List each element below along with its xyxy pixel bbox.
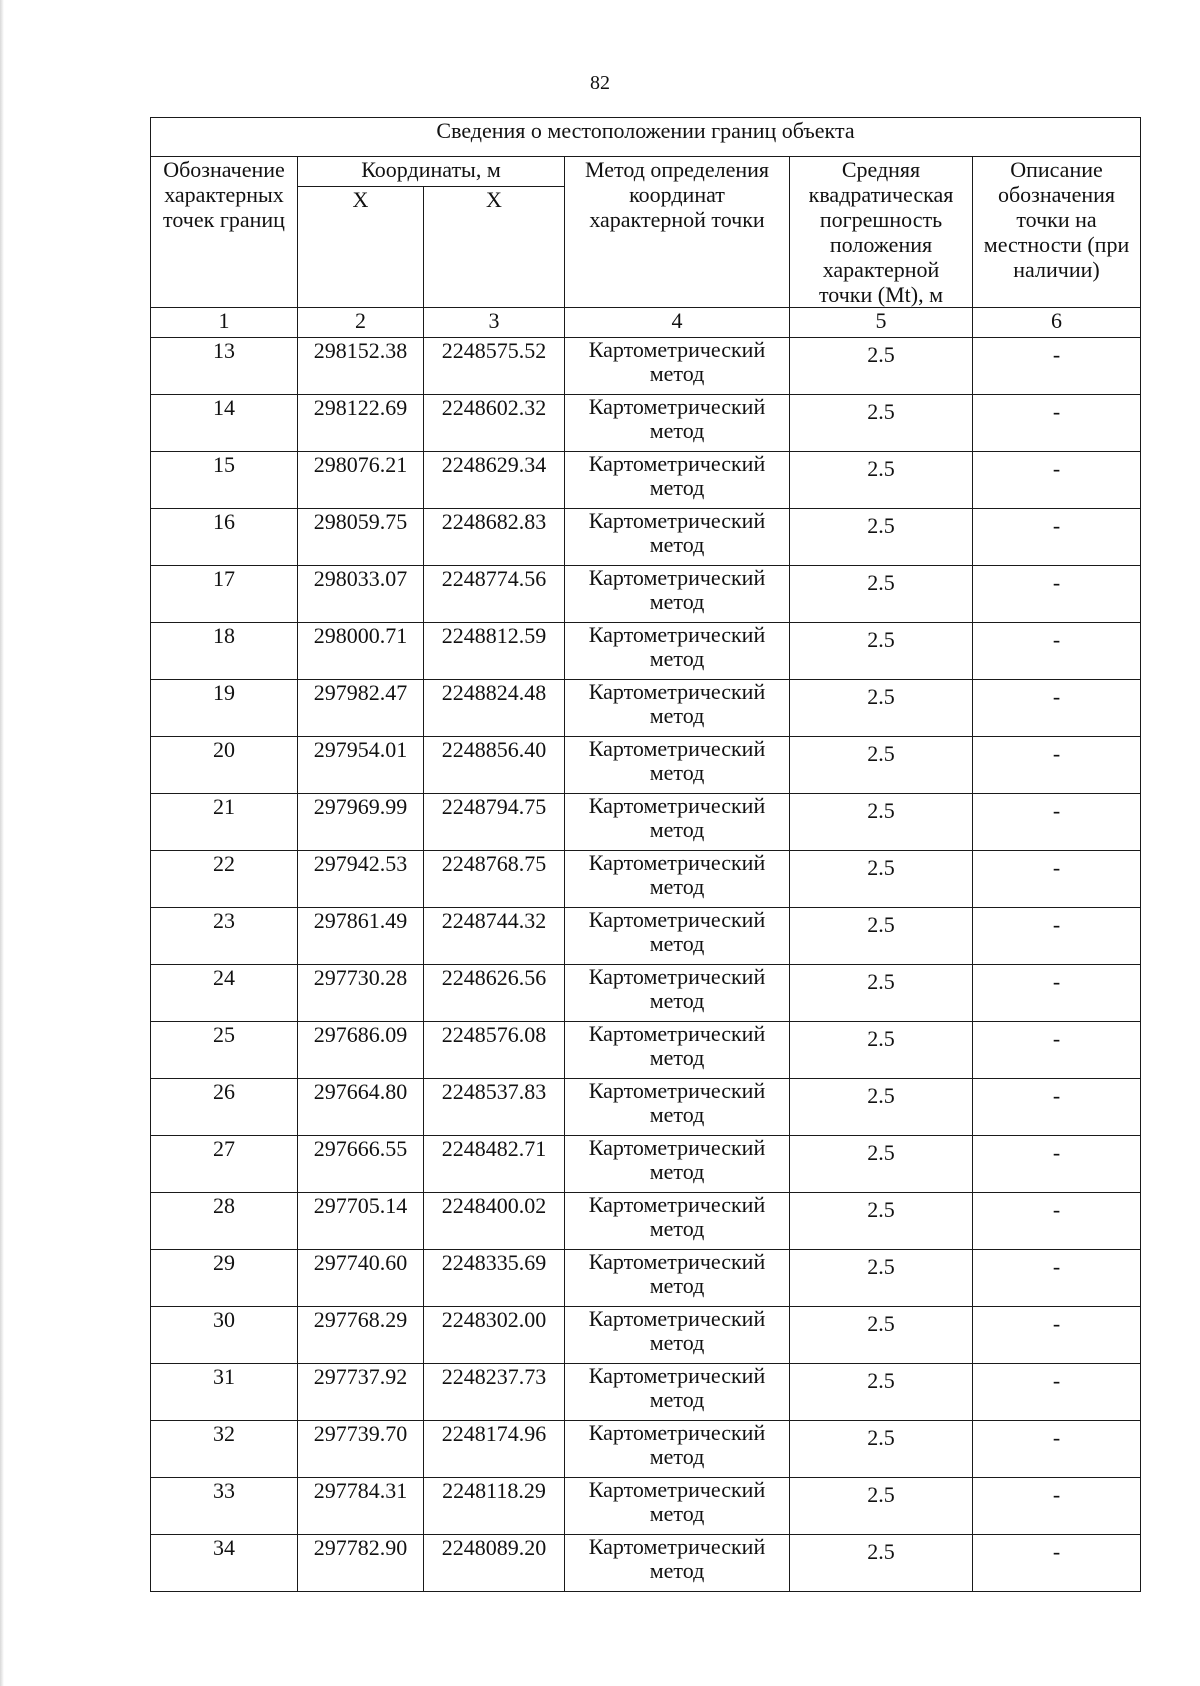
x-coordinate-cell: 297942.53 — [298, 851, 424, 908]
x-coordinate-cell: 298076.21 — [298, 452, 424, 509]
description-cell: - — [973, 1193, 1141, 1250]
y-coordinate-cell: 2248537.83 — [424, 1079, 565, 1136]
point-cell: 29 — [151, 1250, 298, 1307]
header-coords: Координаты, м — [298, 157, 565, 187]
method-cell: Картометрический метод — [565, 1535, 790, 1592]
x-coordinate-cell: 298059.75 — [298, 509, 424, 566]
description-cell: - — [973, 623, 1141, 680]
error-cell: 2.5 — [790, 1250, 973, 1307]
x-coordinate-cell: 297740.60 — [298, 1250, 424, 1307]
point-cell: 18 — [151, 623, 298, 680]
table-row — [151, 1478, 1141, 1535]
table-row — [151, 680, 1141, 737]
column-number: 3 — [424, 308, 565, 338]
point-cell: 23 — [151, 908, 298, 965]
description-cell: - — [973, 1421, 1141, 1478]
y-coordinate-cell: 2248482.71 — [424, 1136, 565, 1193]
x-coordinate-cell: 298033.07 — [298, 566, 424, 623]
error-cell: 2.5 — [790, 1022, 973, 1079]
table-row — [151, 623, 1141, 680]
y-coordinate-cell: 2248856.40 — [424, 737, 565, 794]
x-coordinate-cell: 297730.28 — [298, 965, 424, 1022]
table-row — [151, 851, 1141, 908]
description-cell: - — [973, 851, 1141, 908]
y-coordinate-cell: 2248768.75 — [424, 851, 565, 908]
y-coordinate-cell: 2248812.59 — [424, 623, 565, 680]
header-x1: X — [298, 187, 424, 308]
method-cell: Картометрический метод — [565, 395, 790, 452]
method-cell: Картометрический метод — [565, 1364, 790, 1421]
method-cell: Картометрический метод — [565, 851, 790, 908]
x-coordinate-cell: 298152.38 — [298, 338, 424, 395]
y-coordinate-cell: 2248824.48 — [424, 680, 565, 737]
table-row — [151, 1421, 1141, 1478]
x-coordinate-cell: 297768.29 — [298, 1307, 424, 1364]
method-cell: Картометрический метод — [565, 1136, 790, 1193]
table-row — [151, 566, 1141, 623]
point-cell: 21 — [151, 794, 298, 851]
error-cell: 2.5 — [790, 1478, 973, 1535]
method-cell: Картометрический метод — [565, 1307, 790, 1364]
point-cell: 26 — [151, 1079, 298, 1136]
method-cell: Картометрический метод — [565, 1421, 790, 1478]
error-cell: 2.5 — [790, 680, 973, 737]
method-cell: Картометрический метод — [565, 1478, 790, 1535]
y-coordinate-cell: 2248626.56 — [424, 965, 565, 1022]
x-coordinate-cell: 297969.99 — [298, 794, 424, 851]
table-row — [151, 509, 1141, 566]
header-method: Метод определения координат характерной точки — [565, 157, 790, 308]
table-row — [151, 1535, 1141, 1592]
point-cell: 17 — [151, 566, 298, 623]
header-point: Обозначение характерных точек границ — [151, 157, 298, 308]
x-coordinate-cell: 297686.09 — [298, 1022, 424, 1079]
description-cell: - — [973, 1022, 1141, 1079]
description-cell: - — [973, 794, 1141, 851]
table-body — [151, 338, 1141, 1592]
error-cell: 2.5 — [790, 338, 973, 395]
x-coordinate-cell: 297737.92 — [298, 1364, 424, 1421]
method-cell: Картометрический метод — [565, 509, 790, 566]
point-cell: 14 — [151, 395, 298, 452]
x-coordinate-cell: 297705.14 — [298, 1193, 424, 1250]
table-row — [151, 1136, 1141, 1193]
point-cell: 32 — [151, 1421, 298, 1478]
table-title: Сведения о местоположении границ объекта — [151, 118, 1141, 157]
method-cell: Картометрический метод — [565, 965, 790, 1022]
description-cell: - — [973, 1535, 1141, 1592]
x-coordinate-cell: 297954.01 — [298, 737, 424, 794]
description-cell: - — [973, 1079, 1141, 1136]
method-cell: Картометрический метод — [565, 1193, 790, 1250]
method-cell: Картометрический метод — [565, 1022, 790, 1079]
column-number: 2 — [298, 308, 424, 338]
x-coordinate-cell: 297739.70 — [298, 1421, 424, 1478]
y-coordinate-cell: 2248174.96 — [424, 1421, 565, 1478]
point-cell: 33 — [151, 1478, 298, 1535]
y-coordinate-cell: 2248794.75 — [424, 794, 565, 851]
method-cell: Картометрический метод — [565, 1250, 790, 1307]
point-cell: 31 — [151, 1364, 298, 1421]
y-coordinate-cell: 2248682.83 — [424, 509, 565, 566]
header-x2: X — [424, 187, 565, 308]
y-coordinate-cell: 2248744.32 — [424, 908, 565, 965]
table-row — [151, 395, 1141, 452]
y-coordinate-cell: 2248774.56 — [424, 566, 565, 623]
x-coordinate-cell: 297664.80 — [298, 1079, 424, 1136]
method-cell: Картометрический метод — [565, 794, 790, 851]
y-coordinate-cell: 2248575.52 — [424, 338, 565, 395]
page-number: 82 — [590, 72, 610, 94]
y-coordinate-cell: 2248118.29 — [424, 1478, 565, 1535]
error-cell: 2.5 — [790, 1079, 973, 1136]
y-coordinate-cell: 2248576.08 — [424, 1022, 565, 1079]
point-cell: 15 — [151, 452, 298, 509]
error-cell: 2.5 — [790, 851, 973, 908]
x-coordinate-cell: 298000.71 — [298, 623, 424, 680]
description-cell: - — [973, 908, 1141, 965]
point-cell: 24 — [151, 965, 298, 1022]
x-coordinate-cell: 297782.90 — [298, 1535, 424, 1592]
y-coordinate-cell: 2248629.34 — [424, 452, 565, 509]
header-description: Описание обозначения точки на местности (при наличии) — [973, 157, 1141, 308]
description-cell: - — [973, 1307, 1141, 1364]
method-cell: Картометрический метод — [565, 1079, 790, 1136]
description-cell: - — [973, 566, 1141, 623]
y-coordinate-cell: 2248400.02 — [424, 1193, 565, 1250]
point-cell: 25 — [151, 1022, 298, 1079]
table-row — [151, 1250, 1141, 1307]
error-cell: 2.5 — [790, 1136, 973, 1193]
description-cell: - — [973, 737, 1141, 794]
y-coordinate-cell: 2248302.00 — [424, 1307, 565, 1364]
x-coordinate-cell: 297666.55 — [298, 1136, 424, 1193]
table-row — [151, 1022, 1141, 1079]
error-cell: 2.5 — [790, 794, 973, 851]
column-number: 1 — [151, 308, 298, 338]
error-cell: 2.5 — [790, 623, 973, 680]
error-cell: 2.5 — [790, 452, 973, 509]
description-cell: - — [973, 680, 1141, 737]
method-cell: Картометрический метод — [565, 908, 790, 965]
error-cell: 2.5 — [790, 1421, 973, 1478]
table-row — [151, 338, 1141, 395]
description-cell: - — [973, 1478, 1141, 1535]
column-number-row — [151, 308, 1141, 338]
error-cell: 2.5 — [790, 1307, 973, 1364]
description-cell: - — [973, 965, 1141, 1022]
point-cell: 20 — [151, 737, 298, 794]
table-row — [151, 965, 1141, 1022]
method-cell: Картометрический метод — [565, 623, 790, 680]
column-number: 4 — [565, 308, 790, 338]
x-coordinate-cell: 297784.31 — [298, 1478, 424, 1535]
y-coordinate-cell: 2248237.73 — [424, 1364, 565, 1421]
x-coordinate-cell: 297982.47 — [298, 680, 424, 737]
table-row — [151, 452, 1141, 509]
method-cell: Картометрический метод — [565, 737, 790, 794]
x-coordinate-cell: 298122.69 — [298, 395, 424, 452]
method-cell: Картометрический метод — [565, 338, 790, 395]
point-cell: 19 — [151, 680, 298, 737]
description-cell: - — [973, 452, 1141, 509]
error-cell: 2.5 — [790, 1364, 973, 1421]
error-cell: 2.5 — [790, 1535, 973, 1592]
error-cell: 2.5 — [790, 737, 973, 794]
error-cell: 2.5 — [790, 509, 973, 566]
x-coordinate-cell: 297861.49 — [298, 908, 424, 965]
point-cell: 22 — [151, 851, 298, 908]
scan-edge — [0, 0, 4, 1686]
point-cell: 28 — [151, 1193, 298, 1250]
description-cell: - — [973, 1136, 1141, 1193]
table-row — [151, 1364, 1141, 1421]
description-cell: - — [973, 338, 1141, 395]
column-number: 5 — [790, 308, 973, 338]
table-row — [151, 794, 1141, 851]
method-cell: Картометрический метод — [565, 680, 790, 737]
table-row — [151, 1193, 1141, 1250]
header-error: Средняя квадратическая погрешность положения характерной точки (Mt), м — [790, 157, 973, 308]
method-cell: Картометрический метод — [565, 566, 790, 623]
table-row — [151, 737, 1141, 794]
point-cell: 13 — [151, 338, 298, 395]
error-cell: 2.5 — [790, 1193, 973, 1250]
point-cell: 34 — [151, 1535, 298, 1592]
boundary-table — [150, 117, 1141, 1592]
table-row — [151, 908, 1141, 965]
error-cell: 2.5 — [790, 395, 973, 452]
y-coordinate-cell: 2248335.69 — [424, 1250, 565, 1307]
description-cell: - — [973, 1250, 1141, 1307]
y-coordinate-cell: 2248602.32 — [424, 395, 565, 452]
error-cell: 2.5 — [790, 965, 973, 1022]
description-cell: - — [973, 509, 1141, 566]
point-cell: 27 — [151, 1136, 298, 1193]
method-cell: Картометрический метод — [565, 452, 790, 509]
point-cell: 16 — [151, 509, 298, 566]
description-cell: - — [973, 395, 1141, 452]
table-row — [151, 1307, 1141, 1364]
column-number: 6 — [973, 308, 1141, 338]
description-cell: - — [973, 1364, 1141, 1421]
error-cell: 2.5 — [790, 908, 973, 965]
error-cell: 2.5 — [790, 566, 973, 623]
y-coordinate-cell: 2248089.20 — [424, 1535, 565, 1592]
boundary-table-wrapper — [150, 117, 1140, 1592]
point-cell: 30 — [151, 1307, 298, 1364]
table-row — [151, 1079, 1141, 1136]
